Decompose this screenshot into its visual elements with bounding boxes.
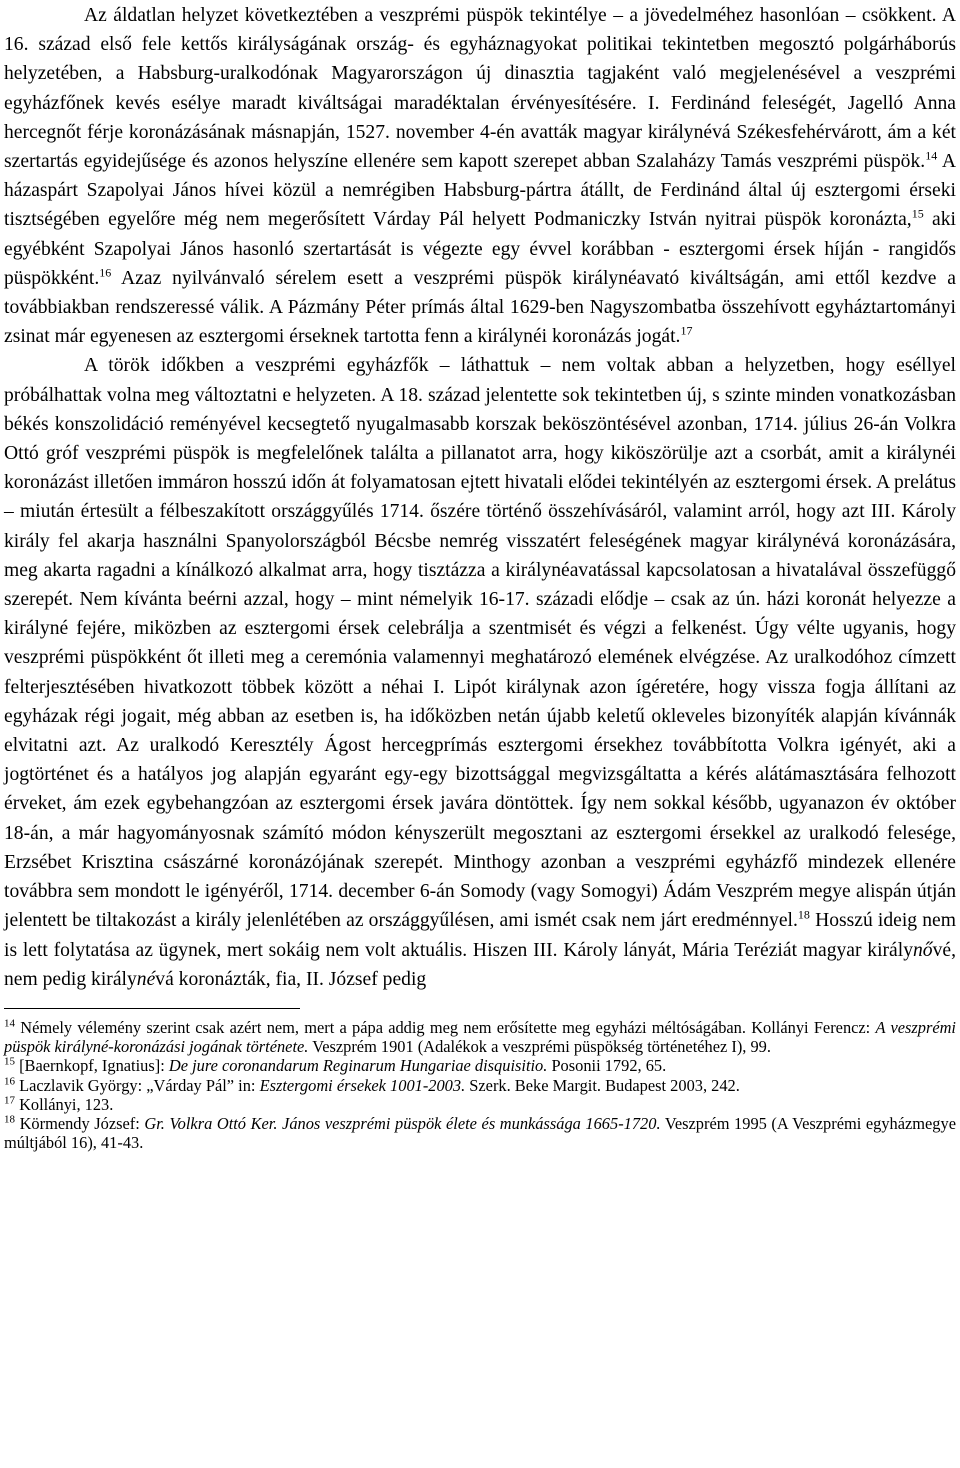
paragraph-2-italic-a: nő [913, 939, 933, 961]
document-page [4, 0, 956, 1152]
footnote-title: Gr. Volkra Ottó Ker. János veszprémi püspök élete és munkássága 1665-1720. [144, 1113, 661, 1133]
footnote-18 [4, 1114, 956, 1152]
footnote-text: Kollányi, 123. [15, 1094, 114, 1114]
footnote-17 [4, 1095, 956, 1114]
footnote-number: 15 [4, 1055, 15, 1068]
footnote-14 [4, 1018, 956, 1056]
paragraph-2-text-d: vá koronázták, fia, II. József pedig [155, 968, 427, 990]
footnote-number: 14 [4, 1017, 15, 1030]
footnote-text: Laczlavik György: „Várday Pál” in: [15, 1075, 260, 1095]
footnote-text: Veszprém 1901 (Adalékok a veszprémi püspökség történetéhez I), 99. [308, 1037, 771, 1057]
footnote-separator [4, 1008, 300, 1009]
footnote-ref-16[interactable]: 16 [99, 265, 112, 280]
footnote-text: Körmendy József: [15, 1113, 145, 1133]
footnote-text: Némely vélemény szerint csak azért nem, mert a pápa addig meg nem erősítette meg egyházi méltóságában. Kollányi Ferencz: [15, 1017, 876, 1037]
paragraph-2-text-b: Hosszú ideig nem is lett folytatása az ügynek, mert sokáig nem volt aktuális. Hiszen III. Károly lányát, Mária Teréziát magyar király [4, 910, 956, 961]
paragraph-2 [4, 351, 956, 993]
paragraph-1-text-d: Azaz nyilvánvaló sérelem esett a veszprémi püspök királynéavató kiváltságán, ami ettől kezdve a továbbiakban rendszeressé válik. A Pázmány Péter prímás által 1629-ben Nagyszombatba összehívott egyháztartományi zsinat már egyenesen az esztergomi érseknek tartotta fenn a királynéi koronázás jogát. [4, 267, 956, 348]
footnote-ref-18[interactable]: 18 [797, 907, 810, 922]
footnote-text: [Baernkopf, Ignatius]: [15, 1056, 169, 1076]
paragraph-1-text-c: aki egyébként Szapolyai János hasonló szertartását is végezte egy évvel korábban - esztergomi érsek híján - rangidős püspökként. [4, 209, 956, 289]
footnote-number: 18 [4, 1113, 15, 1126]
footnote-15 [4, 1056, 956, 1075]
paragraph-1-text-b: A házaspárt Szapolyai János hívei közül a nemrégiben Habsburg-pártra átállt, de Ferdinánd által új esztergomi érseki tisztségében egyelőre még nem megerősített Várday Pál helyett Podmaniczky István nyitrai püspök koronázta, [4, 151, 957, 231]
footnote-text: Posonii 1792, 65. [547, 1056, 667, 1076]
paragraph-2-text-c: vé, nem pedig király [4, 939, 956, 990]
footnote-number: 16 [4, 1075, 15, 1088]
footnote-ref-15[interactable]: 15 [911, 206, 924, 221]
paragraph-1 [4, 0, 956, 351]
footnote-ref-14[interactable]: 14 [925, 148, 938, 163]
footnote-text: Szerk. Beke Margit. Budapest 2003, 242. [465, 1075, 740, 1095]
paragraph-1-text-a: Az áldatlan helyzet következtében a veszprémi püspök tekintélye – a jövedelméhez hasonlóan – csökkent. A 16. század első fele kettős királyságának ország- és egyháznagyokat politikai tekintetben megosztó polgárháborús helyzetében, a Habsburg-uralkodónak Magyarországon új dinasztia tagjaként való megjelenésével a veszprémi egyházfőnek kevés esélye maradt kiváltságai maradéktalan érvényesítésére. I. Ferdinánd feleségét, Jagelló Anna hercegnőt férje koronázásának másnapján, 1527. november 4-én avatták magyar királynévá Székesfehérvárott, ám a két szertartás egyidejűsége és azonos helyszíne ellenére sem kapott szerepet abban Szalaházy Tamás veszprémi püspök. [4, 5, 956, 173]
footnote-title: Esztergomi érsekek 1001-2003. [259, 1075, 466, 1095]
footnote-number: 17 [4, 1094, 15, 1107]
paragraph-2-italic-b: né [136, 968, 156, 990]
footnote-16 [4, 1076, 956, 1095]
paragraph-2-text-a: A török időkben a veszprémi egyházfők – láthattuk – nem voltak abban a helyzetben, hogy eséllyel próbálhattak volna meg változtatni e helyzeten. A 18. század jelentette sok tekintetben új, s szinte minden vonatkozásban békés konszolidáció reményével kecsegtető nyugalmasabb korszak beköszöntésével azonban, 1714. július 26-án Volkra Ottó gróf veszprémi püspök is megfelelőnek találta a pillanatot arra, hogy kiköszörülje azt a csorbát, amit a királynéi koronázást illetően immáron hosszú időn át folyamatosan ejtett hivatali elődei tekintélyén az esztergomi érsek. A prelátus – miután értesült a félbeszakított országgyűlés 1714. őszére történő összehívásáról, valamint arról, hogy azt III. Károly király fel akarja használni Spanyolországból Bécsbe nemrég visszatért feleségének magyar királynévá koronázására, meg akarta ragadni a kínálkozó alkalmat arra, hogy tisztázza a királynéavatással kapcsolatosan a hivatalával összefüggő szerepét. Nem kívánta beérni azzal, hogy – mint némelyik 16-17. századi elődje – csak az ún. házi koronát helyezze a királyné fejére, miközben az esztergomi érsek celebrálja a szentmisét és végzi a felkenést. Úgy vélte ugyanis, hogy veszprémi püspökként őt illeti meg a ceremónia valamennyi meghatározó elemének elvégzése. Az uralkodóhoz címzett felterjesztésében hivatkozott többek között a néhai I. Lipót királynak azon ígéretére, hogy vissza fogja állítani az egyházak régi jogait, még abban az esetben is, ha időközben netán újabb keletű okleveles bizonyíték alapján kívánnák elvitatni azt. Az uralkodó Keresztély Ágost hercegprímás esztergomi érsekhez továbbította Volkra igényét, aki a jogtörténet és a hatályos jog alapján egyaránt egy-egy bizottsággal megvizsgáltatta a kérés alátámasztására felhozott érveket, ám ezek egybehangzóan az esztergomi érsek javára döntöttek. Így nem sokkal később, ugyanazon év október 18-án, a már hagyományosnak számító módon kényszerült megosztani az esztergomi érsekkel az uralkodó felesége, Erzsébet Krisztina császárné koronázójának szerepét. Minthogy azonban a veszprémi egyházfő mindezek ellenére továbbra sem mondott le igényéről, 1714. december 6-án Somody (vagy Somogyi) Ádám Veszprém megye alispán útján jelentett be tiltakozást a király jelenlétében az országgyűlésen, ami ismét csak nem járt eredménnyel. [4, 355, 956, 932]
footnote-title: De jure coronandarum Reginarum Hungariae disquisitio. [168, 1056, 548, 1076]
footnote-ref-17[interactable]: 17 [680, 323, 693, 338]
footnote-text: Veszprém 1995 (A Veszprémi egyházmegye múltjából 16), 41-43. [4, 1113, 956, 1153]
footnote-title: A veszprémi püspök királyné-koronázási jogának története. [4, 1017, 956, 1057]
